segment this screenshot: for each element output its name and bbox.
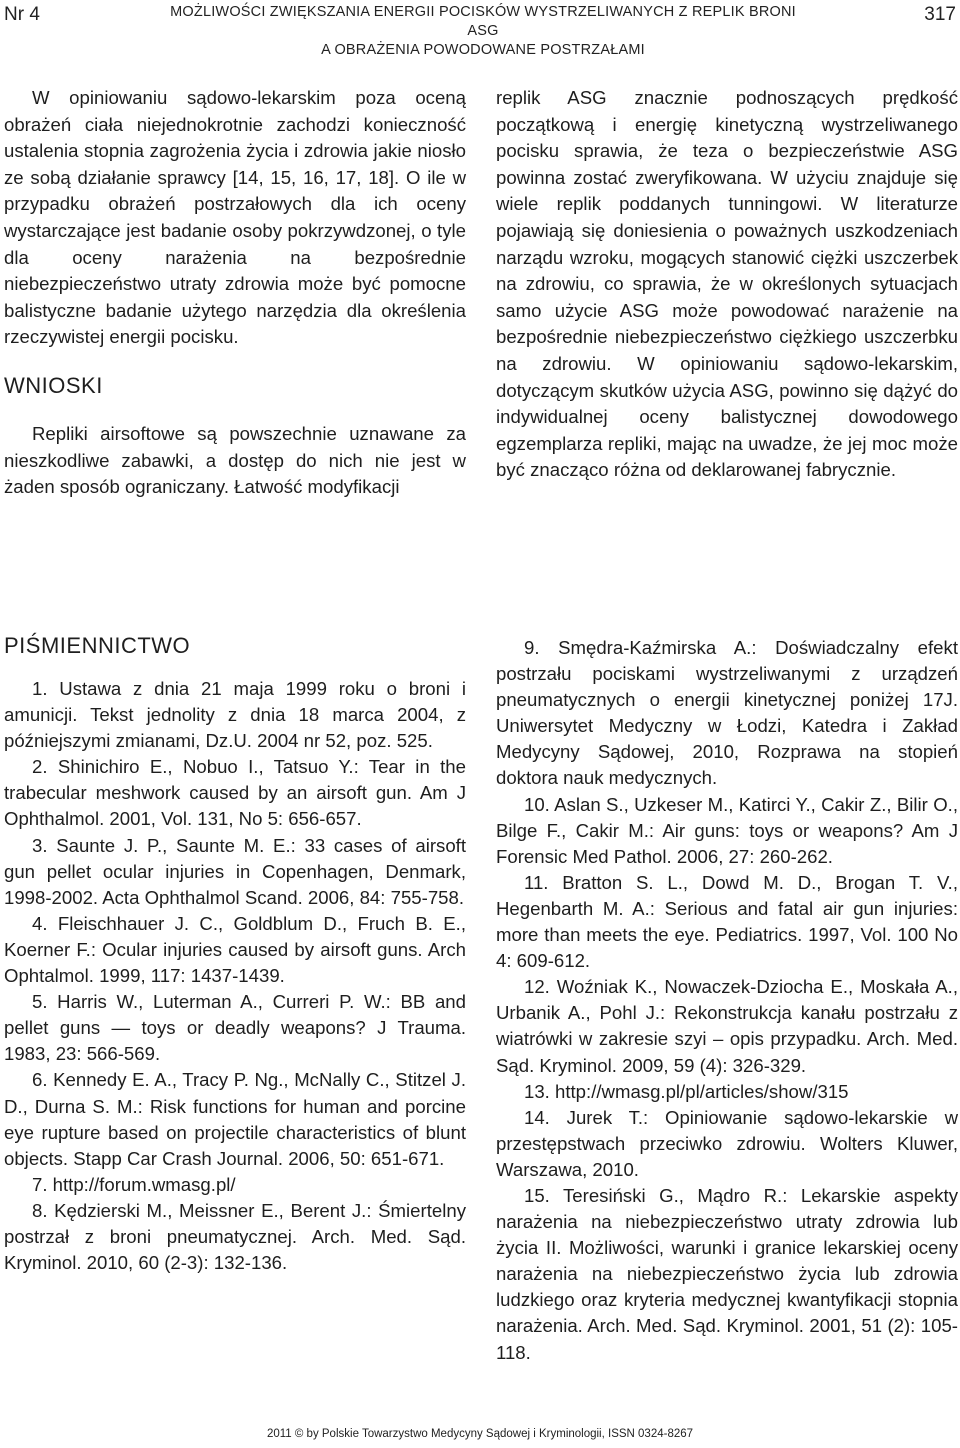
references-left-column <box>4 633 466 1276</box>
reference-text: 12. Woźniak K., Nowaczek-Dziocha E., Moskała A., Urbanik A., Pohl J.: Rekonstrukcja kanału postrzału z wiatrówki w zakresie szyi – opis przypadku. Arch. Med. Sąd. Kryminol. 2009, 59 (4): 326-329. <box>496 976 958 1076</box>
reference-text: 8. Kędzierski M., Meissner E., Berent J.: Śmiertelny postrzał z broni pneumatycznej. Arch. Med. Sąd. Kryminol. 2010, 60 (2-3): 132-136. <box>4 1199 466 1274</box>
reference-text: 11. Bratton S. L., Dowd M. D., Brogan T. V., Hegenbarth M. A.: Serious and fatal air gun injuries: more than meets the eye. Pediatrics. 1997, Vol. 100 No 4: 609-612. <box>496 871 958 972</box>
reference-item <box>4 1198 466 1276</box>
reference-item <box>4 1172 466 1198</box>
reference-item <box>4 1067 466 1171</box>
reference-list-left <box>4 676 466 1276</box>
body-paragraph-text: W opiniowaniu sądowo-lekarskim poza oceną obrażeń ciała niejednokrotnie zachodzi konieczność ustalenia stopnia zagrożenia życia i zdrowia jakie niosło ze sobą działanie sprawcy [14, 15, 16, 17, 18]. O ile w przypadku obrażeń postrzałowych dla ich oceny wystarczające jest badanie osoby pokrzywdzonej, o tyle dla oceny narażenia na bezpośrednie niebezpieczeństwo utraty zdrowia może być pomocne balistyczne badanie użytego narzędzia dla określenia rzeczywistej energii pocisku. <box>4 87 466 348</box>
reference-item <box>496 792 958 870</box>
reference-text: 1. Ustawa z dnia 21 maja 1999 roku o broni i amunicji. Tekst jednolity z dnia 18 marca 2004, z późniejszymi zmianami, Dz.U. 2004 nr 52, poz. 525. <box>4 678 466 752</box>
body-paragraph-text: Repliki airsoftowe są powszechnie uznawane za nieszkodliwe zabawki, a dostęp do nich nie jest w żaden sposób ograniczany. Łatwość modyfikacji <box>4 422 466 498</box>
reference-item <box>4 989 466 1067</box>
reference-item <box>496 1183 958 1366</box>
running-title-line-1: MOŻLIWOŚCI ZWIĘKSZANIA ENERGII POCISKÓW WYSTRZELIWANYCH Z REPLIK BRONI ASG <box>170 4 796 39</box>
references-right-column <box>496 635 958 1366</box>
reference-link[interactable]: 13. http://wmasg.pl/pl/articles/show/315 <box>524 1080 849 1102</box>
reference-item <box>4 754 466 832</box>
reference-link[interactable]: 7. http://forum.wmasg.pl/ <box>32 1173 236 1195</box>
body-paragraph <box>4 421 466 501</box>
reference-text: 3. Saunte J. P., Saunte M. E.: 33 cases of airsoft gun pellet ocular injuries in Copenhagen, Denmark, 1998-2002. Acta Ophthalmol Scand. 2006, 84: 755-758. <box>4 834 466 908</box>
section-heading-conclusions: WNIOSKI <box>4 372 103 398</box>
references-heading: PIŚMIENNICTWO <box>4 633 191 658</box>
page-number: 317 <box>924 4 956 25</box>
reference-item <box>4 911 466 989</box>
copyright-footer: 2011 © by Polskie Towarzystwo Medycyny Sądowej i Kryminologii, ISSN 0324-8267 <box>266 1428 694 1440</box>
issue-number: Nr 4 <box>4 4 40 25</box>
reference-item <box>496 974 958 1078</box>
reference-text: 5. Harris W., Luterman A., Curreri P. W.: BB and pellet guns — toys or deadly weapons? J Trauma. 1983, 23: 566-569. <box>4 991 466 1065</box>
body-paragraph <box>4 85 466 351</box>
reference-item <box>496 635 958 792</box>
reference-item <box>4 833 466 911</box>
reference-text: 2. Shinichiro E., Nobuo I., Tatsuo Y.: Tear in the trabecular meshwork caused by an airsoft gun. Am J Ophthalmol. 2001, Vol. 131, No 5: 656-657. <box>4 756 466 830</box>
reference-item <box>496 870 958 974</box>
reference-text: 9. Smędra-Kaźmirska A.: Doświadczalny efekt postrzału pociskami wystrzeliwanymi z urządzeń pneumatycznych o energii kinetycznej poniżej 17J. Uniwersytet Medyczny w Łodzi, Katedra i Zakład Medycyny Sądowej, 2010, Rozprawa na stopień doktora nauk medycznych. <box>496 637 958 789</box>
reference-text: 10. Aslan S., Uzkeser M., Katirci Y., Cakir Z., Bilir O., Bilge F., Cakir M.: Air guns: toys or weapons? Am J Forensic Med Pathol. 2006, 27: 260-262. <box>496 793 958 867</box>
reference-text: 4. Fleischhauer J. C., Goldblum D., Fruch B. E., Koerner F.: Ocular injuries caused by airsoft guns. Arch Ophtalmol. 1999, 117: 1437-1439. <box>4 912 466 987</box>
body-paragraph: replik ASG znacznie podnoszących prędkość początkową i energię kinetyczną wystrzeliwanego pocisku sprawia, że teza o bezpieczeństwie ASG powinna zostać zweryfikowana. W użyciu znajduje się wiele replik poddanych tunningowi. W literaturze pojawiają się doniesienia o poważnych uszkodzeniach narządu wzroku, mogących stanowić ciężki uszczerbek na zdrowiu, co sprawia, że w określonych sytuacjach samo użycie ASG może powodować narażenie na bezpośrednie niebezpieczeństwo ciężkiego uszczerbku na zdrowiu. W opiniowaniu sądowo-lekarskim, dotyczącym skutków użycia ASG, powinno się dążyć do indywidualnej oceny balistycznej dowodowego egzemplarza repliki, mając na uwadze, że jej moc może być znacząco różna od deklarowanej fabrycznie. <box>496 87 958 481</box>
running-title-line-2: A OBRAŻENIA POWODOWANE POSTRZAŁAMI <box>321 42 645 58</box>
reference-item <box>4 676 466 754</box>
left-column <box>4 85 466 501</box>
running-title <box>160 3 806 60</box>
right-column <box>496 85 958 484</box>
reference-text: 6. Kennedy E. A., Tracy P. Ng., McNally C., Stitzel J. D., Durna S. M.: Risk functions for human and porcine eye rupture based on projectile characteristics of blunt objects. Stapp Car Crash Journal. 2006, 50: 651-671. <box>4 1069 466 1169</box>
reference-item <box>496 1105 958 1183</box>
reference-text: 14. Jurek T.: Opiniowanie sądowo-lekarskie w przestępstwach przeciwko zdrowiu. Wolters Kluwer, Warszawa, 2010. <box>496 1106 958 1180</box>
reference-item <box>496 1079 958 1105</box>
reference-list-right <box>496 635 958 1366</box>
reference-text: 15. Teresiński G., Mądro R.: Lekarskie aspekty narażenia na niebezpieczeństwo utraty zdrowia lub życia II. Możliwości, warunki i granice lekarskiej oceny narażenia na niebezpieczeństwo życia lub zdrowia ludzkiego oraz kryteria medycznej kwantyfikacji stopnia narażenia. Arch. Med. Sąd. Kryminol. 2001, 51 (2): 105-118. <box>496 1184 958 1363</box>
